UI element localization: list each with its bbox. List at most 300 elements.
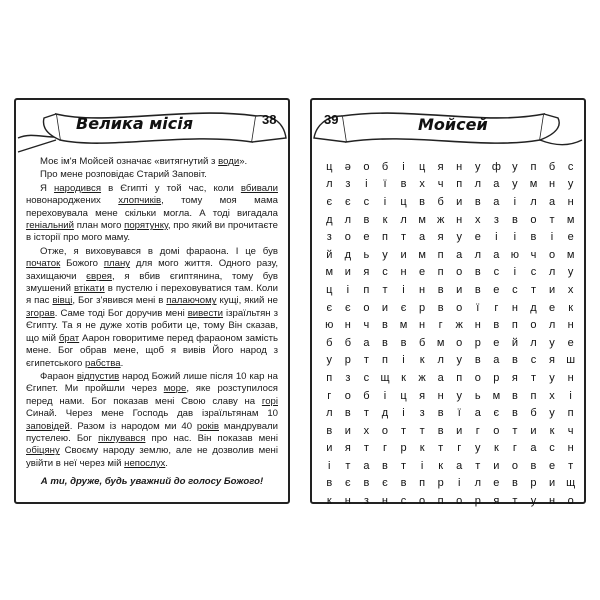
grid-letter: у bbox=[456, 231, 462, 244]
grid-letter: с bbox=[363, 195, 370, 208]
grid-letter: п bbox=[567, 407, 574, 420]
story-text-run: , Бог з'явився мені в bbox=[72, 295, 167, 307]
story-text-run: в Єгипті у той час, коли bbox=[101, 182, 241, 194]
grid-letter: в bbox=[474, 283, 481, 296]
grid-letter: т bbox=[401, 459, 407, 472]
grid-letter: л bbox=[326, 407, 333, 420]
grid-row bbox=[320, 264, 580, 282]
grid-letter: і bbox=[513, 195, 517, 208]
grid-letter: к bbox=[438, 459, 444, 472]
grid-letter: в bbox=[437, 283, 444, 296]
grid-letter: і bbox=[402, 160, 405, 173]
grid-letter: р bbox=[437, 477, 444, 490]
grid-letter: і bbox=[402, 407, 405, 420]
story-paragraph bbox=[26, 183, 278, 245]
underlined-keyword: геніальний bbox=[26, 220, 75, 232]
story-text-run: ізраїльтян з Єгипту. Та я не дуже хотів робити це, тому Він сказав, що мій bbox=[26, 307, 278, 344]
grid-letter: з bbox=[326, 231, 332, 244]
grid-letter: п bbox=[437, 248, 444, 261]
grid-row bbox=[320, 176, 580, 194]
grid-letter: і bbox=[402, 354, 405, 367]
underlined-keyword: заповідей bbox=[26, 420, 70, 432]
grid-letter: і bbox=[328, 459, 331, 472]
grid-letter: т bbox=[475, 459, 481, 472]
grid-letter: в bbox=[493, 319, 500, 332]
grid-letter: л bbox=[548, 319, 556, 332]
story-text-run: кущі, який не bbox=[216, 295, 278, 307]
grid-letter: к bbox=[549, 424, 555, 437]
grid-letter: о bbox=[344, 231, 351, 244]
grid-letter: г bbox=[327, 389, 332, 402]
story-paragraph bbox=[26, 156, 278, 168]
grid-letter: н bbox=[456, 213, 463, 226]
grid-letter: л bbox=[474, 248, 481, 261]
grid-letter: н bbox=[400, 266, 407, 279]
grid-letter: ф bbox=[491, 160, 501, 173]
grid-letter: с bbox=[530, 354, 537, 367]
grid-letter: п bbox=[511, 319, 518, 332]
story-text-run: для мого життя. Одного разу, захищаючи bbox=[26, 258, 278, 282]
grid-letter: с bbox=[512, 283, 518, 296]
grid-letter: н bbox=[456, 160, 463, 173]
grid-letter: п bbox=[419, 477, 426, 490]
grid-letter: ю bbox=[325, 319, 334, 332]
grid-letter: с bbox=[493, 266, 500, 279]
grid-letter: д bbox=[530, 301, 537, 314]
grid-letter: н bbox=[567, 371, 574, 384]
grid-letter: и bbox=[456, 283, 463, 296]
grid-letter: т bbox=[382, 283, 388, 296]
grid-letter: в bbox=[363, 213, 370, 226]
grid-letter: т bbox=[401, 424, 407, 437]
grid-letter: н bbox=[344, 319, 351, 332]
grid-letter: л bbox=[344, 213, 352, 226]
grid-letter: ж bbox=[436, 213, 445, 226]
grid-letter: в bbox=[326, 424, 333, 437]
grid-letter: є bbox=[345, 195, 351, 208]
grid-letter: а bbox=[437, 371, 444, 384]
grid-letter: т bbox=[530, 371, 536, 384]
grid-letter: б bbox=[326, 336, 333, 349]
grid-letter: о bbox=[530, 319, 537, 332]
underlined-keyword: горі bbox=[261, 395, 278, 407]
grid-letter: к bbox=[419, 354, 425, 367]
grid-letter: л bbox=[548, 266, 556, 279]
grid-row bbox=[320, 281, 580, 299]
grid-letter: п bbox=[437, 495, 444, 508]
underlined-keyword: піклувався bbox=[98, 432, 146, 444]
grid-letter: о bbox=[456, 495, 463, 508]
grid-letter: щ bbox=[566, 477, 576, 490]
grid-letter: с bbox=[382, 266, 388, 279]
grid-letter: у bbox=[530, 495, 537, 508]
grid-letter: к bbox=[382, 213, 388, 226]
grid-letter: к bbox=[401, 371, 406, 384]
grid-letter: л bbox=[474, 178, 481, 191]
grid-letter: ә bbox=[344, 160, 351, 173]
grid-letter: у bbox=[512, 160, 518, 173]
grid-letter: и bbox=[344, 266, 351, 279]
grid-letter: е bbox=[493, 477, 500, 490]
underlined-keyword: плану bbox=[103, 258, 131, 270]
grid-row bbox=[320, 193, 580, 211]
grid-letter: и bbox=[456, 195, 463, 208]
story-text-run: . Саме тоді Бог доручив мені bbox=[54, 307, 188, 319]
grid-letter: л bbox=[530, 195, 537, 208]
grid-letter: о bbox=[344, 389, 351, 402]
right-page-number: 39 bbox=[324, 112, 339, 127]
grid-letter: я bbox=[511, 371, 518, 384]
grid-letter: л bbox=[326, 178, 333, 191]
grid-letter: б bbox=[344, 336, 351, 349]
grid-letter: в bbox=[474, 354, 481, 367]
grid-letter: и bbox=[530, 424, 537, 437]
left-page bbox=[14, 98, 290, 504]
grid-letter: а bbox=[493, 354, 500, 367]
grid-letter: г bbox=[382, 442, 387, 455]
grid-letter: и bbox=[548, 477, 556, 490]
underlined-keyword: непослух bbox=[124, 457, 166, 469]
story-text-run: новонароджених bbox=[26, 195, 119, 207]
grid-letter: я bbox=[344, 442, 351, 455]
grid-letter: а bbox=[530, 442, 537, 455]
grid-letter: ч bbox=[567, 424, 574, 437]
story-text-run: народ Божий лише після 10 кар на Єгипет. Ми пройшли через bbox=[26, 370, 278, 395]
grid-letter: е bbox=[567, 336, 574, 349]
grid-letter: ш bbox=[566, 354, 576, 367]
grid-letter: в bbox=[400, 178, 407, 191]
underlined-keyword: народився bbox=[53, 182, 102, 194]
grid-letter: р bbox=[530, 477, 537, 490]
grid-letter: н bbox=[474, 319, 481, 332]
closing-line: А ти, друже, будь уважний до голосу Божого! bbox=[40, 476, 264, 488]
story-text-run: Своєму народу землю, але не дозволив мені увійти в неї через мій bbox=[26, 445, 278, 469]
grid-letter: о bbox=[493, 424, 500, 437]
grid-letter: у bbox=[567, 266, 574, 279]
grid-letter: н bbox=[344, 495, 351, 508]
grid-letter: а bbox=[493, 195, 500, 208]
story-text-run: Фараон bbox=[40, 370, 77, 382]
grid-letter: г bbox=[475, 424, 480, 437]
grid-letter: л bbox=[437, 354, 444, 367]
grid-row bbox=[320, 475, 580, 493]
grid-letter: и bbox=[381, 301, 389, 314]
grid-letter: є bbox=[326, 195, 333, 208]
grid-letter: р bbox=[419, 301, 426, 314]
grid-letter: і bbox=[569, 389, 572, 402]
story-text-run: , яке розступилося перед нами. Бог показав мені Свою славу на bbox=[26, 383, 279, 407]
grid-letter: ц bbox=[326, 160, 333, 173]
grid-letter: с bbox=[549, 442, 555, 455]
grid-letter: м bbox=[436, 336, 445, 349]
grid-letter: а bbox=[456, 248, 463, 261]
grid-letter: е bbox=[548, 459, 556, 472]
grid-letter: і bbox=[513, 266, 517, 279]
grid-letter: б bbox=[381, 160, 389, 173]
grid-letter: н bbox=[511, 301, 518, 314]
grid-letter: м bbox=[418, 213, 426, 226]
grid-letter: в bbox=[511, 354, 518, 367]
grid-letter: б bbox=[363, 389, 370, 402]
grid-letter: ї bbox=[457, 407, 461, 420]
grid-letter: у bbox=[475, 442, 481, 455]
underlined-keyword: єврея bbox=[86, 270, 112, 282]
grid-letter: д bbox=[326, 213, 333, 226]
grid-letter: г bbox=[438, 319, 443, 332]
grid-letter: т bbox=[345, 459, 351, 472]
grid-letter: ь bbox=[363, 248, 370, 261]
grid-letter: є bbox=[382, 477, 388, 490]
grid-letter: ь bbox=[474, 389, 481, 402]
grid-letter: и bbox=[400, 248, 407, 261]
grid-letter: є bbox=[345, 301, 351, 314]
grid-letter: о bbox=[511, 459, 518, 472]
grid-letter: к bbox=[493, 442, 499, 455]
grid-letter: х bbox=[419, 178, 425, 191]
grid-letter: а bbox=[456, 459, 463, 472]
grid-letter: є bbox=[493, 407, 500, 420]
grid-letter: р bbox=[474, 336, 481, 349]
story-text bbox=[26, 156, 278, 490]
grid-letter: л bbox=[474, 477, 481, 490]
grid-letter: є bbox=[345, 477, 351, 490]
story-text-run: , я вбив єгиптянина, тому був змушений bbox=[26, 270, 278, 295]
grid-letter: н bbox=[437, 389, 444, 402]
grid-letter: в bbox=[344, 407, 351, 420]
underlined-keyword: відпустив bbox=[76, 370, 120, 382]
grid-letter: е bbox=[493, 336, 500, 349]
grid-row bbox=[320, 316, 580, 334]
grid-letter: е bbox=[548, 301, 556, 314]
grid-letter: в bbox=[382, 336, 388, 349]
grid-letter: т bbox=[549, 213, 555, 226]
grid-letter: у bbox=[549, 407, 555, 420]
grid-letter: т bbox=[363, 354, 369, 367]
grid-letter: п bbox=[456, 178, 463, 191]
grid-letter: д bbox=[381, 407, 389, 420]
grid-letter: а bbox=[474, 407, 481, 420]
grid-letter: т bbox=[438, 442, 444, 455]
grid-letter: в bbox=[530, 459, 537, 472]
grid-letter: о bbox=[567, 495, 574, 508]
grid-row bbox=[320, 211, 580, 229]
grid-letter: б bbox=[418, 336, 426, 349]
grid-letter: ї bbox=[476, 301, 480, 314]
grid-letter: к bbox=[419, 442, 425, 455]
grid-letter: щ bbox=[380, 371, 390, 384]
grid-letter: в bbox=[530, 231, 537, 244]
grid-letter: т bbox=[512, 495, 518, 508]
grid-letter: і bbox=[495, 231, 498, 244]
underlined-keyword: порятунку bbox=[124, 220, 168, 232]
grid-row bbox=[320, 440, 580, 458]
grid-letter: ж bbox=[418, 371, 426, 384]
grid-row bbox=[320, 369, 580, 387]
grid-letter: о bbox=[548, 248, 556, 261]
grid-letter: л bbox=[400, 213, 407, 226]
grid-letter: м bbox=[566, 213, 575, 226]
grid-letter: ю bbox=[510, 248, 520, 261]
grid-letter: а bbox=[493, 248, 500, 261]
grid-letter: в bbox=[400, 477, 407, 490]
grid-letter: м bbox=[325, 266, 334, 279]
grid-letter: і bbox=[550, 231, 554, 244]
grid-letter: д bbox=[344, 248, 352, 261]
grid-letter: я bbox=[437, 160, 444, 173]
underlined-keyword: вивести bbox=[187, 307, 224, 319]
grid-letter: в bbox=[363, 477, 370, 490]
grid-letter: і bbox=[402, 283, 405, 296]
grid-letter: в bbox=[382, 459, 388, 472]
story-text-run: мандрували пустелею. Бог bbox=[26, 420, 278, 444]
story-text-run: Аарон говоритиме перед фараоном замість мене. Бог обрав мене, щоб я вивів Його народ з єгипетського bbox=[26, 332, 279, 369]
grid-letter: ц bbox=[400, 195, 407, 208]
underlined-keyword: палаючому bbox=[166, 295, 217, 307]
grid-letter: і bbox=[365, 178, 368, 191]
grid-row bbox=[320, 422, 580, 440]
grid-letter: м bbox=[492, 389, 501, 402]
grid-letter: з bbox=[345, 371, 351, 384]
grid-letter: н bbox=[419, 283, 426, 296]
grid-letter: і bbox=[346, 283, 350, 296]
grid-letter: с bbox=[530, 266, 537, 279]
grid-letter: п bbox=[437, 266, 444, 279]
grid-letter: н bbox=[419, 319, 426, 332]
grid-letter: з bbox=[419, 407, 425, 420]
underlined-keyword: води bbox=[218, 156, 240, 167]
grid-letter: и bbox=[326, 442, 333, 455]
underlined-keyword: вівці bbox=[52, 295, 73, 307]
grid-letter: з bbox=[363, 495, 369, 508]
left-page-title: Велика місія bbox=[76, 114, 194, 133]
grid-letter: н bbox=[567, 319, 574, 332]
grid-letter: о bbox=[530, 213, 537, 226]
grid-letter: б bbox=[437, 195, 444, 208]
grid-letter: н bbox=[381, 495, 388, 508]
grid-letter: м bbox=[418, 248, 426, 261]
grid-letter: и bbox=[548, 283, 556, 296]
grid-letter: о bbox=[381, 424, 389, 437]
grid-letter: т bbox=[512, 424, 518, 437]
grid-letter: я bbox=[419, 389, 426, 402]
grid-letter: р bbox=[400, 442, 407, 455]
grid-letter: п bbox=[381, 354, 388, 367]
story-text-run: Про мене розповідає Старий Заповіт. bbox=[40, 169, 207, 181]
grid-row bbox=[320, 404, 580, 422]
grid-letter: н bbox=[567, 195, 574, 208]
grid-letter: к bbox=[326, 495, 332, 508]
grid-letter: у bbox=[512, 178, 518, 191]
story-text-run: , про який ви прочитаєте в історії про мого маму. bbox=[26, 220, 278, 244]
grid-letter: о bbox=[456, 266, 463, 279]
grid-letter: я bbox=[493, 495, 500, 508]
story-text-run: . bbox=[120, 357, 124, 369]
grid-letter: т bbox=[401, 231, 407, 244]
grid-letter: в bbox=[437, 301, 444, 314]
grid-row bbox=[320, 246, 580, 264]
grid-letter: ж bbox=[455, 319, 463, 332]
grid-letter: м bbox=[566, 248, 575, 261]
underlined-keyword: втікати bbox=[73, 283, 105, 295]
right-page-title: Мойсей bbox=[418, 115, 488, 134]
grid-row bbox=[320, 457, 580, 475]
story-paragraph bbox=[26, 246, 278, 370]
grid-letter: п bbox=[530, 389, 537, 402]
grid-letter: а bbox=[548, 195, 556, 208]
grid-letter: х bbox=[475, 213, 481, 226]
story-text-run: Я bbox=[40, 182, 54, 194]
grid-letter: а bbox=[363, 459, 370, 472]
underlined-keyword: років bbox=[196, 420, 219, 432]
grid-letter: н bbox=[567, 442, 574, 455]
grid-letter: и bbox=[493, 459, 500, 472]
grid-letter: х bbox=[549, 389, 555, 402]
underlined-keyword: обіцяну bbox=[26, 445, 60, 457]
grid-letter: а bbox=[493, 178, 500, 191]
grid-letter: п bbox=[530, 160, 537, 173]
underlined-keyword: хлопчиків bbox=[118, 195, 162, 207]
grid-letter: т bbox=[363, 407, 369, 420]
grid-letter: г bbox=[494, 301, 499, 314]
grid-letter: ц bbox=[418, 160, 426, 173]
grid-letter: т bbox=[363, 442, 369, 455]
grid-letter: і bbox=[513, 231, 517, 244]
grid-letter: т bbox=[419, 424, 425, 437]
grid-letter: у bbox=[326, 354, 333, 367]
grid-letter: б bbox=[530, 407, 537, 420]
grid-letter: а bbox=[363, 336, 370, 349]
grid-letter: ї bbox=[383, 178, 387, 191]
grid-letter: ч bbox=[363, 319, 370, 332]
grid-letter: в bbox=[382, 319, 388, 332]
grid-letter: л bbox=[530, 336, 537, 349]
grid-letter: в bbox=[511, 213, 518, 226]
grid-letter: е bbox=[363, 231, 370, 244]
grid-letter: в bbox=[437, 424, 444, 437]
grid-row bbox=[320, 228, 580, 246]
story-text-run: . bbox=[165, 457, 168, 469]
story-paragraph bbox=[26, 371, 278, 470]
grid-letter: о bbox=[419, 495, 426, 508]
story-text-run: ». bbox=[239, 156, 248, 167]
grid-letter: е bbox=[474, 231, 481, 244]
grid-letter: б bbox=[548, 160, 556, 173]
grid-letter: є bbox=[400, 301, 407, 314]
grid-letter: в bbox=[326, 477, 333, 490]
grid-letter: е bbox=[419, 266, 426, 279]
underlined-keyword: згорав bbox=[26, 307, 55, 319]
story-text-run: . Разом із народом ми 40 bbox=[69, 420, 197, 432]
grid-letter: т bbox=[568, 459, 574, 472]
grid-letter: є bbox=[326, 301, 333, 314]
grid-letter: й bbox=[326, 248, 333, 261]
grid-letter: в bbox=[400, 336, 407, 349]
grid-letter: я bbox=[437, 231, 444, 244]
grid-letter: п bbox=[363, 283, 370, 296]
grid-letter: я bbox=[363, 266, 370, 279]
grid-letter: ц bbox=[326, 283, 333, 296]
story-text-run: Отже, я виховувався в домі фараона. І це був bbox=[40, 245, 278, 257]
grid-letter: і bbox=[383, 389, 387, 402]
grid-letter: й bbox=[511, 336, 518, 349]
grid-letter: я bbox=[549, 354, 556, 367]
grid-letter: е bbox=[493, 283, 500, 296]
grid-letter: у bbox=[549, 371, 555, 384]
grid-letter: с bbox=[363, 371, 370, 384]
grid-row bbox=[320, 334, 580, 352]
grid-letter: о bbox=[474, 371, 481, 384]
grid-letter: о bbox=[456, 301, 463, 314]
